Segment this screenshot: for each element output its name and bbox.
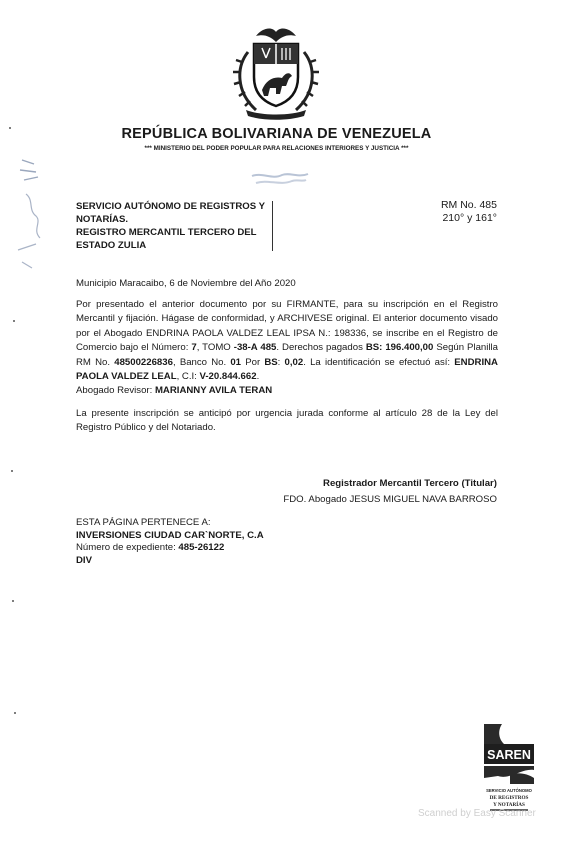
saren-brand: SAREN: [487, 748, 531, 762]
coat-of-arms-icon: [226, 22, 326, 122]
file-label: Número de expediente:: [76, 542, 179, 554]
republic-title: REPÚBLICA BOLIVARIANA DE VENEZUELA: [121, 126, 432, 142]
office-line: ESTADO ZULIA: [76, 240, 147, 251]
scanner-watermark: Scanned by Easy Scanner: [418, 808, 536, 819]
registrar-block: [200, 476, 497, 508]
rm-number: RM No. 485: [440, 199, 497, 211]
rm-folios: 210° y 161°: [442, 212, 497, 224]
speck: [12, 600, 14, 602]
saren-sub1: SERVICIO AUTÓNOMO: [486, 788, 532, 793]
registry-number: [380, 199, 497, 225]
owner-label: ESTA PÁGINA PERTENECE A:: [76, 517, 211, 528]
place-date: Municipio Maracaibo, 6 de Noviembre del Año 2020: [76, 278, 296, 289]
saren-sub3: Y NOTARÍAS: [493, 802, 525, 808]
speck: [9, 127, 11, 129]
div-label: DIV: [76, 554, 92, 566]
urgency-note: La presente inscripción se anticipó por urgencia jurada conforme al artículo 28 de la Ley del Registro Público y del Notariado.: [76, 408, 498, 433]
speck: [13, 320, 15, 322]
office-line: REGISTRO MERCANTIL TERCERO DEL: [76, 227, 257, 238]
saren-logo-icon: [480, 722, 538, 814]
office-line: SERVICIO AUTÓNOMO DE REGISTROS Y: [76, 201, 266, 212]
registrar-title: Registrador Mercantil Tercero (Titular): [323, 478, 497, 489]
company-name: INVERSIONES CIUDAD CAR`NORTE, C.A: [76, 529, 264, 541]
registry-office: [76, 200, 276, 252]
speck: [11, 470, 13, 472]
speck: [14, 712, 16, 714]
saren-sub2: DE REGISTROS: [489, 795, 529, 801]
stamp-mark-icon: [250, 170, 310, 188]
margin-stamp-icon: [14, 150, 64, 280]
registration-paragraph: Por presentado el anterior documento por su FIRMANTE, para su inscripción en el Registro Mercantil y fijación. Hágase de conformidad, y ARCHIVESE original. El anterior documento visado por el Abogado ENDRINA PAOLA VALDEZ LEAL IPSA N.: 198336, se inscribe en el Registro de Comercio bajo el Número: 7, TOMO -38-A 485. Derechos pagados BS: 196.400,00 Según Planilla RM No. 48500226836, Banco No. 01 Por BS: 0,02. La identificación se efectuó así: ENDRINA PAOLA VALDEZ LEAL, C.I: V-20.844.662. Abogado Revisor: MARIANNY AVILA TERAN: [76, 299, 498, 397]
file-number: 485-26122: [178, 542, 225, 554]
divider: [272, 201, 273, 251]
office-line: NOTARÍAS.: [76, 214, 129, 225]
registrar-name: FDO. Abogado JESUS MIGUEL NAVA BARROSO: [283, 494, 497, 505]
ministry-subtitle: *** MINISTERIO DEL PODER POPULAR PARA RELACIONES INTERIORES Y JUSTICIA ***: [144, 145, 409, 152]
page-owner-block: [76, 517, 264, 567]
